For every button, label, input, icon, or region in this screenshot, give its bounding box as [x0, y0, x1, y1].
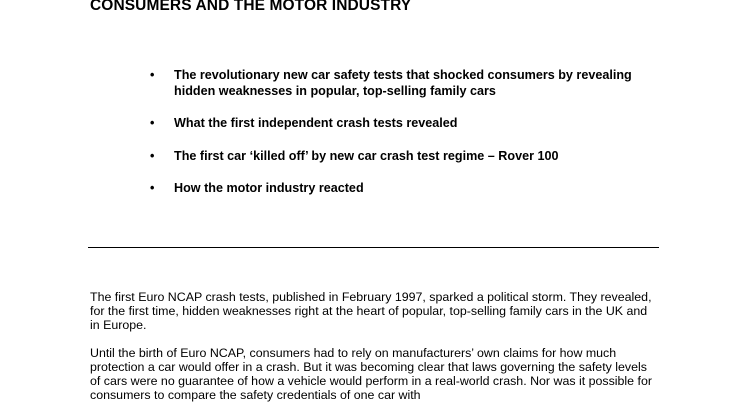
bullet-text: The first car ‘killed off’ by new car crash test regime – Rover 100 [174, 148, 559, 163]
bullet-item [150, 116, 650, 132]
bullet-marker: • [150, 68, 155, 82]
page-heading: CONSUMERS AND THE MOTOR INDUSTRY [90, 0, 412, 14]
paragraph: Until the birth of Euro NCAP, consumers had to rely on manufacturers’ own claims for how much protection a car would offer in a crash. But it was becoming clear that laws governing the safety levels of cars were no guarantee of how a vehicle would perform in a real-world crash. Nor was it possible for consumers to compare the safety credentials of one car with [90, 346, 652, 402]
body-text [90, 290, 660, 416]
bullet-marker: • [150, 116, 155, 130]
bullet-item [150, 181, 650, 197]
bullet-text: The revolutionary new car safety tests that shocked consumers by revealing hidden weaknesses in popular, top-selling family cars [174, 68, 632, 98]
horizontal-divider [88, 247, 659, 248]
bullet-marker: • [150, 148, 155, 163]
summary-bullet-list [150, 68, 650, 214]
bullet-item [150, 149, 650, 165]
bullet-text: What the first independent crash tests revealed [174, 116, 458, 130]
bullet-marker: • [150, 181, 155, 195]
paragraph: The first Euro NCAP crash tests, published in February 1997, sparked a political storm. They revealed, for the first time, hidden weaknesses right at the heart of popular, top-selling family cars in the UK and in Europe. [90, 290, 652, 332]
bullet-item [150, 68, 650, 99]
bullet-text: How the motor industry reacted [174, 181, 364, 195]
